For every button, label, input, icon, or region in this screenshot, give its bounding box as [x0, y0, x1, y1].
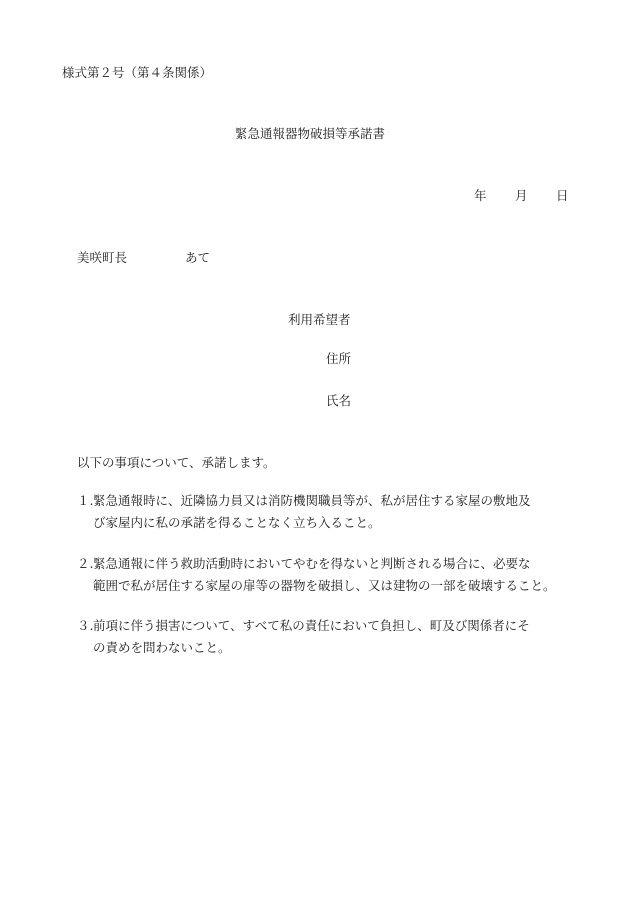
- date-year-label: 年: [474, 188, 487, 203]
- consent-item-number: １.: [77, 493, 94, 508]
- address-label: 住所: [326, 351, 352, 366]
- consent-item-text-continued: の責めを問わないこと。: [93, 640, 231, 655]
- consent-item-text: 前項に伴う損害について、すべて私の責任において負担し、町及び関係者にそ: [93, 618, 530, 633]
- consent-item-text-continued: 範囲で私が居住する家屋の扉等の器物を破損し、又は建物の一部を破壊すること。: [93, 578, 556, 593]
- date-day-label: 日: [556, 188, 569, 203]
- consent-item-number: ２.: [77, 556, 94, 571]
- consent-item-text: 緊急通報時に、近隣協力員又は消防機関職員等が、私が居住する家屋の敷地及: [93, 493, 531, 508]
- addressee-suffix: あて: [185, 250, 211, 265]
- form-number: 様式第２号（第４条関係）: [62, 65, 213, 80]
- applicant-label: 利用希望者: [288, 312, 351, 327]
- document-title: 緊急通報器物破損等承諾書: [235, 126, 386, 141]
- date-month-label: 月: [515, 188, 528, 203]
- addressee-town: 美咲町長: [77, 250, 128, 265]
- name-label: 氏名: [326, 393, 352, 408]
- consent-intro: 以下の事項について、承諾します。: [77, 455, 276, 470]
- consent-item-text: 緊急通報に伴う救助活動時においてやむを得ないと判断される場合に、必要な: [93, 556, 531, 571]
- consent-item-text-continued: び家屋内に私の承諾を得ることなく立ち入ること。: [93, 515, 381, 530]
- consent-item-number: ３.: [77, 618, 94, 633]
